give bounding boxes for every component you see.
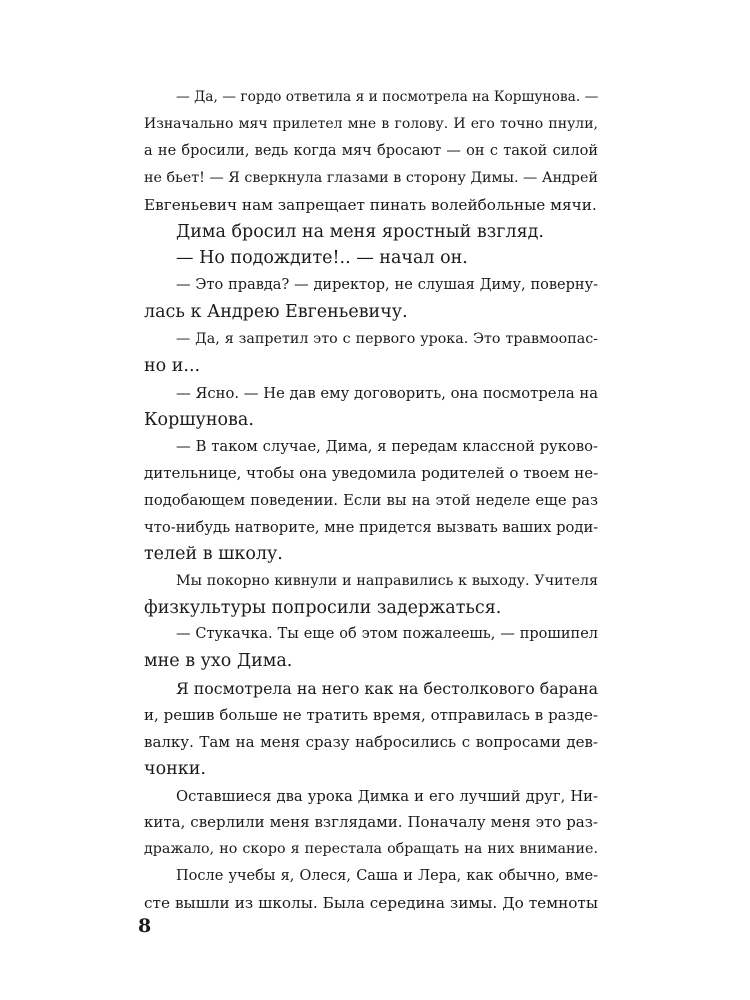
text-line: а не бросили, ведь когда мяч бросают — он с такой силой	[144, 143, 598, 159]
text-line: дительнице, чтобы она уведомила родителей о твоем не-	[144, 464, 599, 482]
text-line: кита, сверлили меня взглядами. Поначалу меня это раз-	[144, 813, 598, 831]
text-line: Оставшиеся два урока Димка и его лучший друг, Ни-	[176, 788, 598, 805]
text-line: Я посмотрела на него как на бестолкового барана	[176, 679, 598, 698]
text-line: что-нибудь натворите, мне придется вызвать ваших роди-	[144, 519, 599, 536]
text-line: и, решив больше не тратить время, отправилась в разде-	[144, 706, 598, 724]
text-line: Мы покорно кивнули и направились к выходу. Учителя	[176, 573, 598, 589]
text-line: — Это правда? — директор, не слушая Диму, поверну-	[176, 277, 598, 293]
text-line: — Да, — гордо ответила я и посмотрела на Коршунова. —	[176, 89, 599, 105]
text-line: — Ясно. — Не дав ему договорить, она посмотрела на	[176, 385, 598, 402]
text-line: чонки.	[144, 759, 206, 779]
text-line: Евгеньевич нам запрещает пинать волейбольные мячи.	[144, 196, 597, 214]
text-line: — Но подождите!.. — начал он.	[176, 248, 468, 268]
text-line: Изначально мяч прилетел мне в голову. И его точно пнули,	[144, 116, 598, 132]
text-line: подобающем поведении. Если вы на этой неделе еще раз	[144, 492, 598, 509]
text-line: валку. Там на меня сразу набросились с вопросами дев-	[144, 733, 598, 751]
text-line: Дима бросил на меня яростный взгляд.	[176, 222, 544, 242]
text-line: физкультуры попросили задержаться.	[144, 598, 502, 618]
text-line: — В таком случае, Дима, я передам классной руково-	[176, 438, 598, 455]
text-line: — Стукачка. Ты еще об этом пожалеешь, — прошипел	[176, 626, 598, 642]
page-number: 8	[138, 915, 152, 937]
text-line: сте вышли из школы. Была середина зимы. До темноты	[144, 894, 598, 912]
text-line: но и...	[144, 356, 201, 376]
text-line: не бьет! — Я сверкнула глазами в сторону Димы. — Андрей	[144, 170, 598, 186]
text-line: лась к Андрею Евгеньевичу.	[144, 302, 408, 322]
text-line: После учебы я, Олеся, Саша и Лера, как обычно, вме-	[176, 868, 598, 884]
text-line: дражало, но скоро я перестала обращать на них внимание.	[144, 841, 598, 857]
text-line: Коршунова.	[144, 410, 254, 430]
text-line: мне в ухо Дима.	[144, 651, 293, 671]
text-line: — Да, я запретил это с первого урока. Это травмоопас-	[176, 331, 598, 347]
text-line: телей в школу.	[144, 544, 283, 564]
